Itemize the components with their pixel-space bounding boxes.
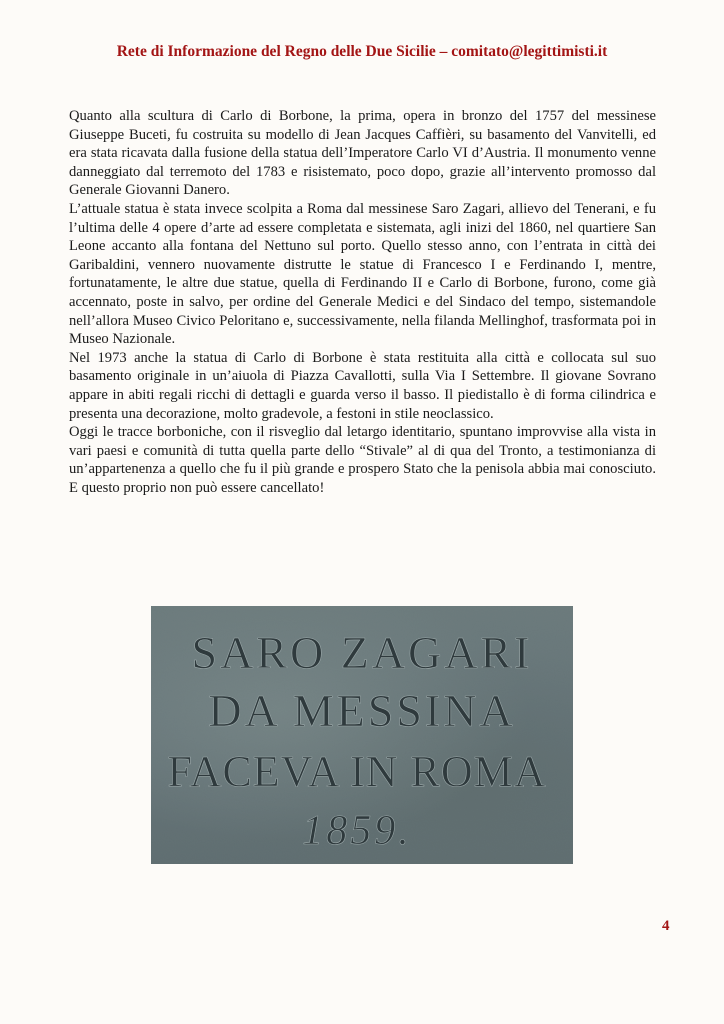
paragraph: Oggi le tracce borboniche, con il risveglio dal letargo identitario, spuntano improvvise alla vista in vari paesi e comunità di tutta quella parte dello “Stivale” al di qua del Tronto, a testimonianza di un’appartenenza a quello che fu il più grande e prospero Stato che la penisola abbia mai conosciuto. E questo proprio non può essere cancellato! bbox=[69, 424, 656, 496]
paragraph: L’attuale statua è stata invece scolpita a Roma dal messinese Saro Zagari, allievo del Tenerani, e fu l’ultima delle 4 opere d’arte ad essere completata e sistemata, agli inizi del 1860, nel quartiere San Leone accanto alla fontana del Nettuno sul porto. Quello stesso anno, con l’entrata in città dei Garibaldini, vennero nuovamente distrutte le statue di Francesco I e Ferdinando I, mentre, fortunatamente, le altre due statue, quella di Ferdinando II e Carlo di Borbone, furono, come già accennato, poste in salvo, per ordine del Generale Medici e del Sindaco del tempo, sistemandole nell’allora Museo Civico Peloritano e, successivamente, nella filanda Mellinghof, trasformata poi in Museo Nazionale. bbox=[69, 200, 656, 348]
inscription-line: 1859. bbox=[302, 808, 412, 854]
inscription-stone bbox=[151, 606, 573, 864]
page-header: Rete di Informazione del Regno delle Due Sicilie – comitato@legittimisti.it bbox=[116, 43, 608, 60]
page-number: 4 bbox=[662, 918, 670, 934]
paragraph: Nel 1973 anche la statua di Carlo di Borbone è stata restituita alla città e collocata sul suo basamento originale in un’aiuola di Piazza Cavallotti, sulla Via I Settembre. Il giovane Sovrano appare in abiti regali ricchi di dettagli e guarda verso il basso. Il piedistallo è di forma cilindrica e presenta una decorazione, molto gradevole, a festoni in stile neoclassico. bbox=[69, 349, 656, 422]
inscription-line: DA MESSINA bbox=[208, 685, 516, 736]
paragraph: Quanto alla scultura di Carlo di Borbone, la prima, opera in bronzo del 1757 del messinese Giuseppe Buceti, fu costruita su modello di Jean Jacques Caffièri, su basamento del Vanvitelli, ed era stata ricavata dalla fusione della statua dell’Imperatore Carlo VI d’Austria. Il monumento venne danneggiato dal terremoto del 1783 e risistemato, poco dopo, grazie all’intervento promosso dal Generale Giovanni Danero. bbox=[69, 108, 656, 199]
inscription-line: SARO ZAGARI bbox=[191, 627, 533, 678]
inscription-line: FACEVA IN ROMA bbox=[167, 747, 547, 796]
inscription-photo bbox=[151, 606, 573, 864]
article-body bbox=[69, 107, 656, 497]
